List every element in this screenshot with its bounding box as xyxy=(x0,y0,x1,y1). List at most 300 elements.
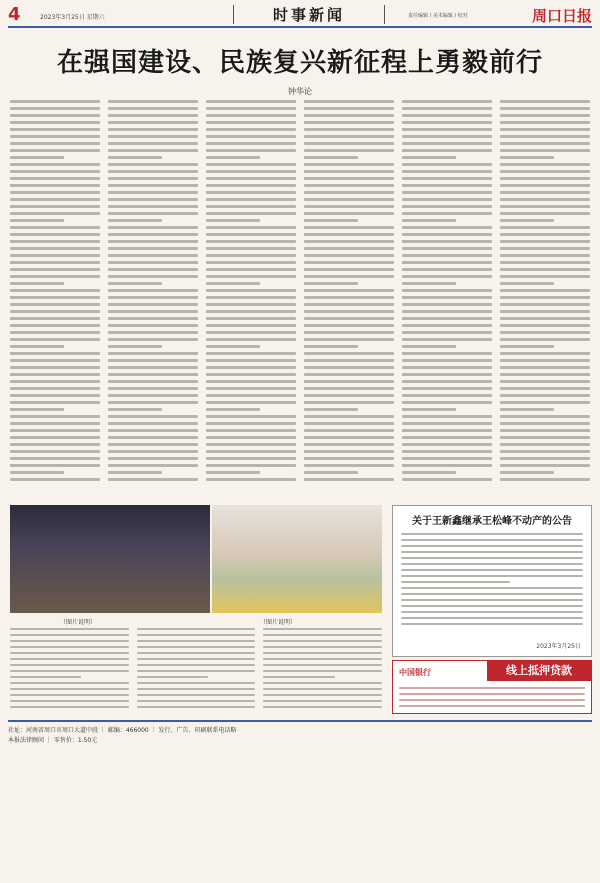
text-line-placeholder xyxy=(500,135,590,138)
bank-advertisement xyxy=(392,660,592,714)
text-line-placeholder xyxy=(263,640,382,642)
text-line-placeholder xyxy=(10,422,100,425)
text-line-placeholder xyxy=(206,107,296,110)
text-line-placeholder xyxy=(402,282,456,285)
text-line-placeholder xyxy=(304,261,394,264)
text-line-placeholder xyxy=(108,261,198,264)
text-line-placeholder xyxy=(399,687,585,689)
text-line-placeholder xyxy=(401,563,583,565)
text-line-placeholder xyxy=(500,310,590,313)
text-line-placeholder xyxy=(304,303,394,306)
text-line-placeholder xyxy=(206,191,296,194)
text-line-placeholder xyxy=(10,387,100,390)
inheritance-notice xyxy=(392,505,592,657)
text-line-placeholder xyxy=(500,317,590,320)
text-line-placeholder xyxy=(10,310,100,313)
text-line-placeholder xyxy=(10,177,100,180)
text-line-placeholder xyxy=(304,345,358,348)
text-line-placeholder xyxy=(137,628,256,630)
text-line-placeholder xyxy=(206,373,296,376)
text-line-placeholder xyxy=(402,128,492,131)
text-line-placeholder xyxy=(402,233,492,236)
text-line-placeholder xyxy=(10,247,100,250)
text-line-placeholder xyxy=(10,317,100,320)
text-line-placeholder xyxy=(108,317,198,320)
text-line-placeholder xyxy=(304,149,394,152)
text-line-placeholder xyxy=(402,205,492,208)
text-line-placeholder xyxy=(500,471,554,474)
text-line-placeholder xyxy=(108,464,198,467)
text-line-placeholder xyxy=(402,289,492,292)
text-line-placeholder xyxy=(10,233,100,236)
text-line-placeholder xyxy=(10,282,64,285)
text-line-placeholder xyxy=(401,599,583,601)
text-line-placeholder xyxy=(304,464,394,467)
text-line-placeholder xyxy=(10,142,100,145)
stage-performance-photo xyxy=(10,505,210,613)
text-line-placeholder xyxy=(402,436,492,439)
text-line-placeholder xyxy=(206,387,296,390)
article-column xyxy=(10,100,100,495)
text-line-placeholder xyxy=(108,212,198,215)
text-line-placeholder xyxy=(500,177,590,180)
article-column xyxy=(137,628,256,714)
text-line-placeholder xyxy=(402,373,492,376)
text-line-placeholder xyxy=(10,682,129,684)
text-line-placeholder xyxy=(263,652,382,654)
text-line-placeholder xyxy=(10,688,129,690)
text-line-placeholder xyxy=(206,436,296,439)
text-line-placeholder xyxy=(206,177,296,180)
text-line-placeholder xyxy=(108,422,198,425)
text-line-placeholder xyxy=(500,408,554,411)
text-line-placeholder xyxy=(500,380,590,383)
text-line-placeholder xyxy=(108,310,198,313)
text-line-placeholder xyxy=(401,623,583,625)
footer-line: 本报法律顾问 ｜ 零售价：1.50元 xyxy=(8,737,98,744)
text-line-placeholder xyxy=(10,429,100,432)
text-line-placeholder xyxy=(304,450,394,453)
text-line-placeholder xyxy=(206,415,296,418)
text-line-placeholder xyxy=(10,640,129,642)
lower-article-body xyxy=(10,628,382,714)
text-line-placeholder xyxy=(206,359,296,362)
text-line-placeholder xyxy=(263,646,382,648)
text-line-placeholder xyxy=(304,156,358,159)
text-line-placeholder xyxy=(206,401,296,404)
text-line-placeholder xyxy=(500,303,590,306)
text-line-placeholder xyxy=(402,163,492,166)
text-line-placeholder xyxy=(206,100,296,103)
text-line-placeholder xyxy=(500,345,554,348)
text-line-placeholder xyxy=(206,366,296,369)
text-line-placeholder xyxy=(206,114,296,117)
text-line-placeholder xyxy=(10,366,100,369)
text-line-placeholder xyxy=(304,331,394,334)
text-line-placeholder xyxy=(10,408,64,411)
text-line-placeholder xyxy=(263,670,382,672)
text-line-placeholder xyxy=(402,324,492,327)
text-line-placeholder xyxy=(500,156,554,159)
text-line-placeholder xyxy=(500,436,590,439)
text-line-placeholder xyxy=(206,275,296,278)
text-line-placeholder xyxy=(500,240,590,243)
text-line-placeholder xyxy=(500,464,590,467)
text-line-placeholder xyxy=(108,387,198,390)
text-line-placeholder xyxy=(108,338,198,341)
text-line-placeholder xyxy=(206,282,260,285)
text-line-placeholder xyxy=(206,450,296,453)
text-line-placeholder xyxy=(402,247,492,250)
text-line-placeholder xyxy=(10,205,100,208)
text-line-placeholder xyxy=(500,338,590,341)
text-line-placeholder xyxy=(108,247,198,250)
text-line-placeholder xyxy=(304,107,394,110)
text-line-placeholder xyxy=(304,471,358,474)
text-line-placeholder xyxy=(500,387,590,390)
notice-title: 关于王新鑫继承王松峰不动产的公告 xyxy=(412,516,572,527)
text-line-placeholder xyxy=(500,212,590,215)
text-line-placeholder xyxy=(108,205,198,208)
text-line-placeholder xyxy=(206,331,296,334)
text-line-placeholder xyxy=(402,107,492,110)
text-line-placeholder xyxy=(304,198,394,201)
notice-body xyxy=(393,527,591,625)
text-line-placeholder xyxy=(304,289,394,292)
photo-caption: （图片说明） xyxy=(60,619,97,626)
page-footer xyxy=(8,720,592,746)
footer-line: 社址：河南省周口市周口大道中段 ｜ 邮编：466000 ｜ 发行、广告、印刷联系电话略 xyxy=(8,727,237,734)
text-line-placeholder xyxy=(401,593,583,595)
article-column xyxy=(263,628,382,714)
text-line-placeholder xyxy=(500,401,590,404)
text-line-placeholder xyxy=(304,387,394,390)
text-line-placeholder xyxy=(402,317,492,320)
text-line-placeholder xyxy=(206,240,296,243)
text-line-placeholder xyxy=(108,170,198,173)
text-line-placeholder xyxy=(402,296,492,299)
text-line-placeholder xyxy=(304,205,394,208)
text-line-placeholder xyxy=(304,401,394,404)
text-line-placeholder xyxy=(10,121,100,124)
text-line-placeholder xyxy=(206,149,296,152)
text-line-placeholder xyxy=(500,289,590,292)
text-line-placeholder xyxy=(500,275,590,278)
text-line-placeholder xyxy=(402,331,492,334)
text-line-placeholder xyxy=(10,289,100,292)
text-line-placeholder xyxy=(108,324,198,327)
text-line-placeholder xyxy=(10,212,100,215)
text-line-placeholder xyxy=(402,114,492,117)
text-line-placeholder xyxy=(108,156,162,159)
text-line-placeholder xyxy=(206,408,260,411)
text-line-placeholder xyxy=(263,676,334,678)
text-line-placeholder xyxy=(10,135,100,138)
text-line-placeholder xyxy=(206,135,296,138)
text-line-placeholder xyxy=(402,184,492,187)
text-line-placeholder xyxy=(108,275,198,278)
text-line-placeholder xyxy=(304,254,394,257)
text-line-placeholder xyxy=(304,352,394,355)
text-line-placeholder xyxy=(206,198,296,201)
text-line-placeholder xyxy=(263,700,382,702)
text-line-placeholder xyxy=(10,450,100,453)
text-line-placeholder xyxy=(500,415,590,418)
section-box xyxy=(233,5,385,24)
text-line-placeholder xyxy=(10,261,100,264)
masthead xyxy=(8,4,592,28)
text-line-placeholder xyxy=(304,457,394,460)
text-line-placeholder xyxy=(304,184,394,187)
text-line-placeholder xyxy=(304,219,358,222)
text-line-placeholder xyxy=(500,142,590,145)
text-line-placeholder xyxy=(401,575,583,577)
text-line-placeholder xyxy=(108,457,198,460)
text-line-placeholder xyxy=(137,688,256,690)
text-line-placeholder xyxy=(263,682,382,684)
text-line-placeholder xyxy=(10,191,100,194)
text-line-placeholder xyxy=(10,664,129,666)
article-body xyxy=(10,100,590,495)
text-line-placeholder xyxy=(10,163,100,166)
text-line-placeholder xyxy=(500,352,590,355)
text-line-placeholder xyxy=(10,268,100,271)
text-line-placeholder xyxy=(402,135,492,138)
text-line-placeholder xyxy=(108,177,198,180)
text-line-placeholder xyxy=(10,676,81,678)
text-line-placeholder xyxy=(304,429,394,432)
text-line-placeholder xyxy=(402,100,492,103)
text-line-placeholder xyxy=(206,254,296,257)
text-line-placeholder xyxy=(402,142,492,145)
text-line-placeholder xyxy=(500,254,590,257)
text-line-placeholder xyxy=(304,212,394,215)
ad-banner: 线上抵押贷款 xyxy=(487,661,591,681)
text-line-placeholder xyxy=(108,373,198,376)
text-line-placeholder xyxy=(10,457,100,460)
text-line-placeholder xyxy=(401,551,583,553)
text-line-placeholder xyxy=(108,394,198,397)
text-line-placeholder xyxy=(108,401,198,404)
text-line-placeholder xyxy=(500,226,590,229)
text-line-placeholder xyxy=(500,282,554,285)
text-line-placeholder xyxy=(402,149,492,152)
text-line-placeholder xyxy=(402,268,492,271)
text-line-placeholder xyxy=(108,303,198,306)
text-line-placeholder xyxy=(304,191,394,194)
text-line-placeholder xyxy=(108,380,198,383)
text-line-placeholder xyxy=(206,226,296,229)
text-line-placeholder xyxy=(402,352,492,355)
text-line-placeholder xyxy=(10,380,100,383)
text-line-placeholder xyxy=(108,107,198,110)
text-line-placeholder xyxy=(206,170,296,173)
text-line-placeholder xyxy=(263,688,382,690)
text-line-placeholder xyxy=(263,628,382,630)
text-line-placeholder xyxy=(10,170,100,173)
text-line-placeholder xyxy=(500,184,590,187)
text-line-placeholder xyxy=(402,359,492,362)
text-line-placeholder xyxy=(108,443,198,446)
text-line-placeholder xyxy=(10,359,100,362)
notice-footer: 2023年3月25日 xyxy=(536,643,581,650)
text-line-placeholder xyxy=(304,415,394,418)
text-line-placeholder xyxy=(263,664,382,666)
text-line-placeholder xyxy=(137,640,256,642)
article-column xyxy=(206,100,296,495)
text-line-placeholder xyxy=(500,296,590,299)
text-line-placeholder xyxy=(500,114,590,117)
text-line-placeholder xyxy=(263,694,382,696)
text-line-placeholder xyxy=(304,373,394,376)
text-line-placeholder xyxy=(304,226,394,229)
text-line-placeholder xyxy=(206,296,296,299)
text-line-placeholder xyxy=(402,380,492,383)
text-line-placeholder xyxy=(304,359,394,362)
text-line-placeholder xyxy=(10,149,100,152)
text-line-placeholder xyxy=(500,422,590,425)
text-line-placeholder xyxy=(500,121,590,124)
text-line-placeholder xyxy=(399,699,585,701)
text-line-placeholder xyxy=(137,694,256,696)
text-line-placeholder xyxy=(500,373,590,376)
text-line-placeholder xyxy=(402,457,492,460)
text-line-placeholder xyxy=(500,219,554,222)
text-line-placeholder xyxy=(108,331,198,334)
text-line-placeholder xyxy=(206,338,296,341)
text-line-placeholder xyxy=(108,408,162,411)
text-line-placeholder xyxy=(304,240,394,243)
text-line-placeholder xyxy=(304,247,394,250)
text-line-placeholder xyxy=(304,478,394,481)
text-line-placeholder xyxy=(108,359,198,362)
text-line-placeholder xyxy=(500,457,590,460)
text-line-placeholder xyxy=(206,345,260,348)
text-line-placeholder xyxy=(304,163,394,166)
text-line-placeholder xyxy=(304,408,358,411)
text-line-placeholder xyxy=(10,628,129,630)
text-line-placeholder xyxy=(402,478,492,481)
text-line-placeholder xyxy=(402,338,492,341)
text-line-placeholder xyxy=(108,289,198,292)
text-line-placeholder xyxy=(263,706,382,708)
text-line-placeholder xyxy=(108,198,198,201)
text-line-placeholder xyxy=(206,247,296,250)
text-line-placeholder xyxy=(10,184,100,187)
article-column xyxy=(304,100,394,495)
text-line-placeholder xyxy=(263,634,382,636)
text-line-placeholder xyxy=(108,135,198,138)
text-line-placeholder xyxy=(108,226,198,229)
text-line-placeholder xyxy=(304,310,394,313)
text-line-placeholder xyxy=(10,114,100,117)
text-line-placeholder xyxy=(108,149,198,152)
text-line-placeholder xyxy=(500,170,590,173)
text-line-placeholder xyxy=(401,533,583,535)
text-line-placeholder xyxy=(108,233,198,236)
text-line-placeholder xyxy=(10,706,129,708)
text-line-placeholder xyxy=(304,282,358,285)
text-line-placeholder xyxy=(10,373,100,376)
text-line-placeholder xyxy=(304,268,394,271)
text-line-placeholder xyxy=(402,254,492,257)
text-line-placeholder xyxy=(402,450,492,453)
text-line-placeholder xyxy=(108,163,198,166)
article-column xyxy=(10,628,129,714)
text-line-placeholder xyxy=(137,706,256,708)
publication-date: 2023年3月25日 星期六 xyxy=(40,14,105,21)
text-line-placeholder xyxy=(108,114,198,117)
text-line-placeholder xyxy=(10,694,129,696)
text-line-placeholder xyxy=(401,617,583,619)
text-line-placeholder xyxy=(108,450,198,453)
text-line-placeholder xyxy=(108,296,198,299)
text-line-placeholder xyxy=(206,457,296,460)
article-headline: 在强国建设、民族复兴新征程上勇毅前行 xyxy=(56,48,543,78)
text-line-placeholder xyxy=(206,429,296,432)
text-line-placeholder xyxy=(10,324,100,327)
text-line-placeholder xyxy=(10,331,100,334)
text-line-placeholder xyxy=(206,422,296,425)
text-line-placeholder xyxy=(10,254,100,257)
text-line-placeholder xyxy=(206,352,296,355)
text-line-placeholder xyxy=(206,478,296,481)
text-line-placeholder xyxy=(402,219,456,222)
text-line-placeholder xyxy=(206,380,296,383)
text-line-placeholder xyxy=(10,338,100,341)
text-line-placeholder xyxy=(206,128,296,131)
text-line-placeholder xyxy=(206,184,296,187)
text-line-placeholder xyxy=(10,658,129,660)
text-line-placeholder xyxy=(500,198,590,201)
text-line-placeholder xyxy=(137,634,256,636)
text-line-placeholder xyxy=(304,177,394,180)
text-line-placeholder xyxy=(108,142,198,145)
text-line-placeholder xyxy=(500,107,590,110)
text-line-placeholder xyxy=(206,219,260,222)
text-line-placeholder xyxy=(206,303,296,306)
text-line-placeholder xyxy=(108,219,162,222)
text-line-placeholder xyxy=(10,464,100,467)
text-line-placeholder xyxy=(206,471,260,474)
text-line-placeholder xyxy=(108,100,198,103)
text-line-placeholder xyxy=(402,464,492,467)
text-line-placeholder xyxy=(108,345,162,348)
text-line-placeholder xyxy=(402,366,492,369)
photo-caption: （图片说明） xyxy=(260,619,297,626)
text-line-placeholder xyxy=(500,394,590,397)
text-line-placeholder xyxy=(10,156,64,159)
text-line-placeholder xyxy=(401,611,583,613)
text-line-placeholder xyxy=(206,233,296,236)
text-line-placeholder xyxy=(402,121,492,124)
text-line-placeholder xyxy=(108,121,198,124)
text-line-placeholder xyxy=(10,219,64,222)
article-column xyxy=(500,100,590,495)
text-line-placeholder xyxy=(402,170,492,173)
text-line-placeholder xyxy=(137,682,256,684)
text-line-placeholder xyxy=(10,443,100,446)
text-line-placeholder xyxy=(500,268,590,271)
text-line-placeholder xyxy=(108,429,198,432)
text-line-placeholder xyxy=(108,240,198,243)
text-line-placeholder xyxy=(304,380,394,383)
text-line-placeholder xyxy=(10,352,100,355)
text-line-placeholder xyxy=(10,345,64,348)
text-line-placeholder xyxy=(304,142,394,145)
text-line-placeholder xyxy=(402,240,492,243)
text-line-placeholder xyxy=(401,581,510,583)
